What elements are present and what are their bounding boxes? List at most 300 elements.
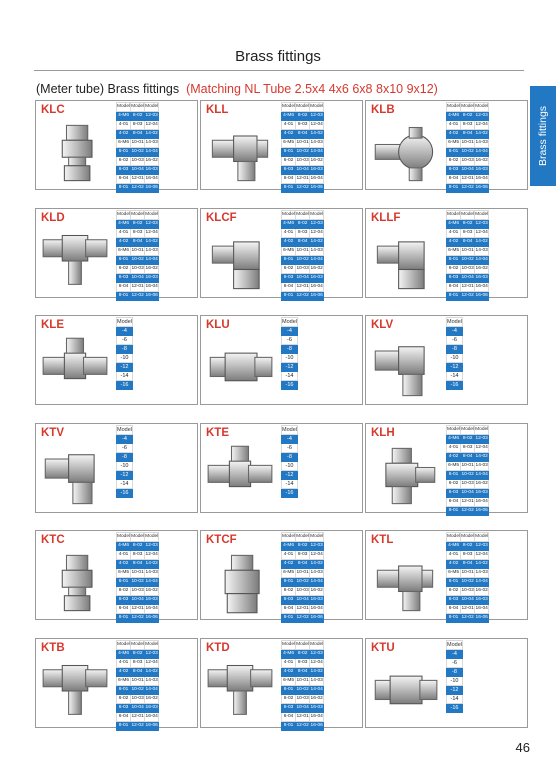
model-cell: 16-04 [310, 175, 324, 184]
column-header: Model [117, 210, 131, 219]
table-row [282, 649, 324, 658]
model-cell: 4-01 [282, 228, 296, 237]
model-cell: 16-06 [475, 506, 489, 515]
table-row [447, 372, 463, 381]
table-row [117, 488, 133, 497]
column-header: Model [282, 319, 297, 326]
model-cell: 6-02 [282, 694, 296, 703]
model-table-header [117, 533, 159, 542]
model-cell: 4-M6 [282, 542, 296, 551]
model-cell: 10-01 [296, 569, 310, 578]
model-cell: -6 [117, 443, 133, 452]
model-table [446, 210, 489, 301]
table-row [117, 703, 159, 712]
table-row [282, 551, 324, 560]
model-cell: -16 [447, 381, 463, 390]
table-row [447, 578, 489, 587]
column-header: Model [296, 210, 310, 219]
model-cell: 12-02 [461, 614, 475, 623]
model-cell: 6-03 [282, 166, 296, 175]
model-cell: 12-02 [296, 614, 310, 623]
model-cell: 6-M5 [447, 569, 461, 578]
column-header: Model [310, 640, 324, 649]
table-row [117, 658, 159, 667]
model-cell: 14-02 [475, 130, 489, 139]
model-cell: 16-03 [310, 166, 324, 175]
table-row [447, 569, 489, 578]
table-row [282, 488, 298, 497]
model-cell: 14-04 [145, 578, 159, 587]
product-panel-klc [35, 100, 198, 190]
male-tee-icon [41, 658, 109, 724]
model-cell: 6-02 [447, 479, 461, 488]
column-header: Model [145, 103, 159, 112]
model-cell: 12-03 [310, 112, 324, 121]
column-header: Model [475, 103, 489, 112]
model-cell: 6-M5 [282, 569, 296, 578]
table-row [117, 354, 133, 363]
model-cell: 4-01 [117, 228, 131, 237]
model-cell: 8-04 [296, 237, 310, 246]
model-cell: 10-01 [461, 139, 475, 148]
model-cell: 12-03 [310, 649, 324, 658]
table-row [282, 479, 298, 488]
model-cell: -8 [447, 667, 463, 676]
product-name: KLCF [206, 211, 237, 224]
model-cell: 14-04 [145, 255, 159, 264]
column-header: Model [117, 426, 132, 433]
model-cell: 16-02 [475, 479, 489, 488]
model-cell: 14-03 [475, 569, 489, 578]
model-cell: -16 [282, 488, 298, 497]
table-row [447, 443, 489, 452]
model-cell: 8-03 [296, 228, 310, 237]
model-cell: 16-06 [310, 184, 324, 193]
model-cell: 12-04 [145, 228, 159, 237]
model-cell: 8-01 [117, 614, 131, 623]
model-cell: 6-01 [447, 148, 461, 157]
model-cell: 12-02 [131, 184, 145, 193]
model-cell: 6-01 [282, 578, 296, 587]
model-cell: 8-01 [117, 291, 131, 300]
table-row [282, 336, 298, 345]
model-table-header [447, 533, 489, 542]
straight-female-connector-icon [206, 550, 274, 616]
model-cell: 6-M5 [447, 246, 461, 255]
model-cell: 6-01 [282, 148, 296, 157]
model-table-header [282, 103, 324, 112]
model-cell: -16 [117, 488, 133, 497]
model-cell: 10-03 [296, 264, 310, 273]
model-table-header [282, 640, 324, 649]
banjo-fitting-icon [371, 120, 439, 186]
column-header: Model [447, 103, 461, 112]
table-row [117, 721, 159, 730]
table-row [282, 246, 324, 255]
model-cell: 6-01 [447, 470, 461, 479]
model-cell: 8-02 [131, 219, 145, 228]
column-header: Model [296, 103, 310, 112]
model-table-header [117, 318, 133, 327]
model-cell: 12-02 [131, 721, 145, 730]
page-title: Brass fittings [235, 48, 321, 65]
model-cell: 6-02 [447, 264, 461, 273]
model-table-header [117, 103, 159, 112]
model-cell: 4-02 [282, 560, 296, 569]
model-cell: 12-02 [296, 721, 310, 730]
table-row [117, 372, 133, 381]
model-cell: 6-M5 [447, 461, 461, 470]
column-header: Model [131, 533, 145, 542]
table-row [117, 291, 159, 300]
model-cell: 8-01 [117, 184, 131, 193]
model-cell: 14-02 [475, 560, 489, 569]
table-row [282, 452, 298, 461]
model-table [446, 317, 463, 390]
table-row [282, 434, 298, 443]
model-cell: 6-04 [117, 712, 131, 721]
model-cell: 6-03 [282, 596, 296, 605]
model-cell: 14-03 [145, 676, 159, 685]
model-cell: 6-04 [117, 282, 131, 291]
column-header: Model [131, 640, 145, 649]
female-elbow-icon [371, 228, 439, 294]
model-cell: 6-04 [282, 712, 296, 721]
model-cell: 14-03 [145, 569, 159, 578]
model-cell: 8-02 [131, 649, 145, 658]
model-cell: 10-01 [131, 676, 145, 685]
model-cell: 16-03 [310, 273, 324, 282]
model-cell: 12-01 [131, 175, 145, 184]
model-cell: 12-04 [310, 658, 324, 667]
table-row [447, 255, 489, 264]
table-row [117, 264, 159, 273]
table-row [282, 667, 324, 676]
table-row [447, 542, 489, 551]
model-cell: 4-01 [447, 121, 461, 130]
model-cell: 16-03 [475, 596, 489, 605]
model-cell: 6-04 [447, 605, 461, 614]
model-cell: 8-02 [296, 649, 310, 658]
model-cell: 16-02 [145, 694, 159, 703]
side-tab[interactable] [530, 86, 556, 186]
model-cell: 12-02 [296, 184, 310, 193]
model-cell: 14-04 [145, 685, 159, 694]
model-cell: 16-04 [310, 282, 324, 291]
model-table [116, 317, 133, 390]
model-cell: 8-04 [461, 560, 475, 569]
model-cell: 8-03 [461, 551, 475, 560]
table-row [117, 614, 159, 623]
column-header: Model [282, 210, 296, 219]
model-cell: 6-03 [447, 596, 461, 605]
table-row [117, 587, 159, 596]
table-row [117, 569, 159, 578]
column-header: Model [310, 210, 324, 219]
table-row [117, 560, 159, 569]
product-panel-kte [200, 423, 363, 513]
table-row [282, 712, 324, 721]
table-row [117, 667, 159, 676]
model-cell: 16-06 [475, 184, 489, 193]
product-name: KLB [371, 104, 395, 116]
model-cell: 8-03 [296, 551, 310, 560]
table-row [117, 461, 133, 470]
model-cell: 6-01 [282, 255, 296, 264]
model-cell: 4-02 [447, 452, 461, 461]
product-panel-klu [200, 315, 363, 405]
model-cell: -6 [447, 336, 463, 345]
model-cell: 16-04 [475, 175, 489, 184]
table-row [117, 542, 159, 551]
product-row [35, 638, 528, 728]
table-row [117, 434, 133, 443]
table-row [447, 479, 489, 488]
model-table [116, 640, 159, 731]
model-cell: 16-04 [145, 605, 159, 614]
table-row [117, 676, 159, 685]
model-cell: 12-02 [461, 506, 475, 515]
union-straight-icon [206, 335, 274, 401]
product-name: KLE [41, 319, 64, 332]
column-header: Model [447, 533, 461, 542]
model-cell: 10-04 [131, 703, 145, 712]
model-cell: -14 [447, 694, 463, 703]
model-cell: 8-04 [296, 667, 310, 676]
model-cell: 10-02 [461, 255, 475, 264]
model-cell: 6-03 [117, 273, 131, 282]
model-cell: 8-01 [282, 291, 296, 300]
model-cell: 8-01 [447, 614, 461, 623]
model-cell: 8-04 [296, 130, 310, 139]
model-table-header [447, 425, 489, 434]
model-table [281, 532, 324, 623]
product-panel-kllf [365, 208, 528, 298]
subtitle-main: (Meter tube) Brass fittings [36, 82, 180, 96]
model-cell: 6-02 [117, 587, 131, 596]
table-row [282, 130, 324, 139]
model-cell: 8-04 [461, 452, 475, 461]
product-panel-kle [35, 315, 198, 405]
model-cell: 8-02 [131, 112, 145, 121]
model-cell: 16-02 [475, 264, 489, 273]
column-header: Model [296, 640, 310, 649]
model-cell: 12-04 [310, 228, 324, 237]
table-row [117, 112, 159, 121]
table-row [282, 282, 324, 291]
model-table [281, 640, 324, 731]
table-row [117, 148, 159, 157]
model-cell: -6 [282, 443, 298, 452]
table-row [117, 184, 159, 193]
table-row [447, 246, 489, 255]
table-row [447, 434, 489, 443]
product-grid [35, 100, 528, 746]
table-row [447, 560, 489, 569]
table-row [282, 569, 324, 578]
model-cell: 8-03 [296, 121, 310, 130]
model-cell: 10-02 [461, 578, 475, 587]
model-cell: 16-04 [310, 712, 324, 721]
model-cell: 4-01 [447, 228, 461, 237]
model-table [116, 425, 133, 498]
model-cell: 6-04 [282, 282, 296, 291]
model-cell: 4-01 [117, 551, 131, 560]
table-row [447, 184, 489, 193]
column-header: Model [447, 319, 462, 326]
table-row [447, 264, 489, 273]
model-cell: 4-01 [447, 551, 461, 560]
table-row [447, 506, 489, 515]
model-cell: 14-04 [310, 255, 324, 264]
table-row [447, 649, 463, 658]
table-row [447, 291, 489, 300]
model-cell: 16-06 [310, 614, 324, 623]
model-table [281, 317, 298, 390]
model-cell: -4 [447, 327, 463, 336]
model-cell: 6-04 [447, 175, 461, 184]
model-cell: -6 [447, 658, 463, 667]
model-table-header [117, 640, 159, 649]
table-row [447, 363, 463, 372]
model-cell: 8-02 [296, 219, 310, 228]
table-row [117, 130, 159, 139]
model-cell: 10-02 [131, 685, 145, 694]
table-row [447, 175, 489, 184]
product-name: KLV [371, 319, 394, 332]
model-cell: 14-02 [310, 130, 324, 139]
model-cell: 6-02 [282, 264, 296, 273]
model-cell: 4-M6 [447, 219, 461, 228]
model-table [116, 532, 159, 623]
product-row [35, 208, 528, 298]
model-cell: 10-01 [131, 569, 145, 578]
model-cell: 10-01 [131, 139, 145, 148]
model-table [446, 532, 489, 623]
model-cell: 6-03 [447, 166, 461, 175]
model-cell: -4 [447, 649, 463, 658]
table-row [282, 694, 324, 703]
model-cell: -10 [447, 676, 463, 685]
product-panel-klh [365, 423, 528, 513]
model-cell: 6-03 [282, 703, 296, 712]
model-cell: 6-02 [282, 157, 296, 166]
model-table [116, 210, 159, 301]
model-cell: 12-01 [296, 712, 310, 721]
model-cell: 16-06 [475, 291, 489, 300]
model-cell: 14-03 [145, 139, 159, 148]
table-row [447, 587, 489, 596]
model-cell: 6-03 [117, 703, 131, 712]
model-cell: 10-03 [461, 479, 475, 488]
table-row [447, 605, 489, 614]
model-table-header [447, 318, 463, 327]
model-cell: 8-02 [296, 112, 310, 121]
model-cell: -10 [117, 354, 133, 363]
product-panel-klv [365, 315, 528, 405]
product-panel-ktu [365, 638, 528, 728]
model-cell: 6-04 [447, 282, 461, 291]
model-cell: 8-04 [131, 560, 145, 569]
product-name: KTE [206, 426, 229, 439]
column-header: Model [310, 103, 324, 112]
model-cell: 4-M6 [447, 112, 461, 121]
table-row [447, 694, 463, 703]
table-row [117, 282, 159, 291]
table-row [117, 443, 133, 452]
model-cell: 6-M5 [447, 139, 461, 148]
model-cell: 10-02 [461, 470, 475, 479]
model-table [281, 102, 324, 193]
product-panel-klcf [200, 208, 363, 298]
model-cell: 10-02 [296, 148, 310, 157]
model-cell: 8-01 [447, 184, 461, 193]
model-cell: 8-04 [131, 667, 145, 676]
model-cell: 12-03 [475, 219, 489, 228]
model-cell: 4-02 [117, 237, 131, 246]
model-cell: 16-03 [145, 166, 159, 175]
model-cell: 16-02 [475, 587, 489, 596]
model-cell: 4-02 [282, 667, 296, 676]
table-row [282, 112, 324, 121]
column-header: Model [117, 319, 132, 326]
table-row [282, 139, 324, 148]
table-row [447, 470, 489, 479]
column-header: Model [461, 425, 475, 434]
model-cell: 8-01 [117, 721, 131, 730]
title-divider [34, 70, 524, 71]
table-row [447, 121, 489, 130]
table-row [447, 685, 463, 694]
model-cell: 6-M6 [117, 676, 131, 685]
model-cell: 6-03 [282, 273, 296, 282]
model-cell: 12-01 [461, 605, 475, 614]
table-row [447, 166, 489, 175]
model-cell: 10-03 [461, 587, 475, 596]
table-row [447, 667, 463, 676]
model-cell: 12-01 [131, 712, 145, 721]
model-cell: 10-03 [296, 157, 310, 166]
product-row [35, 423, 528, 513]
model-table-header [117, 210, 159, 219]
model-table-header [282, 318, 298, 327]
table-row [447, 551, 489, 560]
model-cell: 12-03 [145, 542, 159, 551]
model-cell: 16-02 [145, 264, 159, 273]
model-cell: 10-02 [296, 578, 310, 587]
model-cell: 16-06 [145, 721, 159, 730]
model-cell: -10 [447, 354, 463, 363]
model-cell: 8-01 [282, 614, 296, 623]
table-row [282, 676, 324, 685]
model-cell: 6-M5 [282, 139, 296, 148]
table-row [447, 381, 463, 390]
column-header: Model [447, 425, 461, 434]
model-cell: 16-02 [310, 157, 324, 166]
model-cell: 16-04 [310, 605, 324, 614]
model-cell: 12-01 [131, 605, 145, 614]
table-row [117, 694, 159, 703]
model-cell: 12-01 [131, 282, 145, 291]
model-cell: 12-04 [475, 228, 489, 237]
model-cell: 8-04 [296, 560, 310, 569]
model-cell: 8-02 [461, 434, 475, 443]
table-row [117, 381, 133, 390]
model-cell: 6-01 [117, 255, 131, 264]
model-cell: -4 [282, 434, 298, 443]
model-cell: 16-03 [145, 703, 159, 712]
model-table-header [117, 425, 133, 434]
